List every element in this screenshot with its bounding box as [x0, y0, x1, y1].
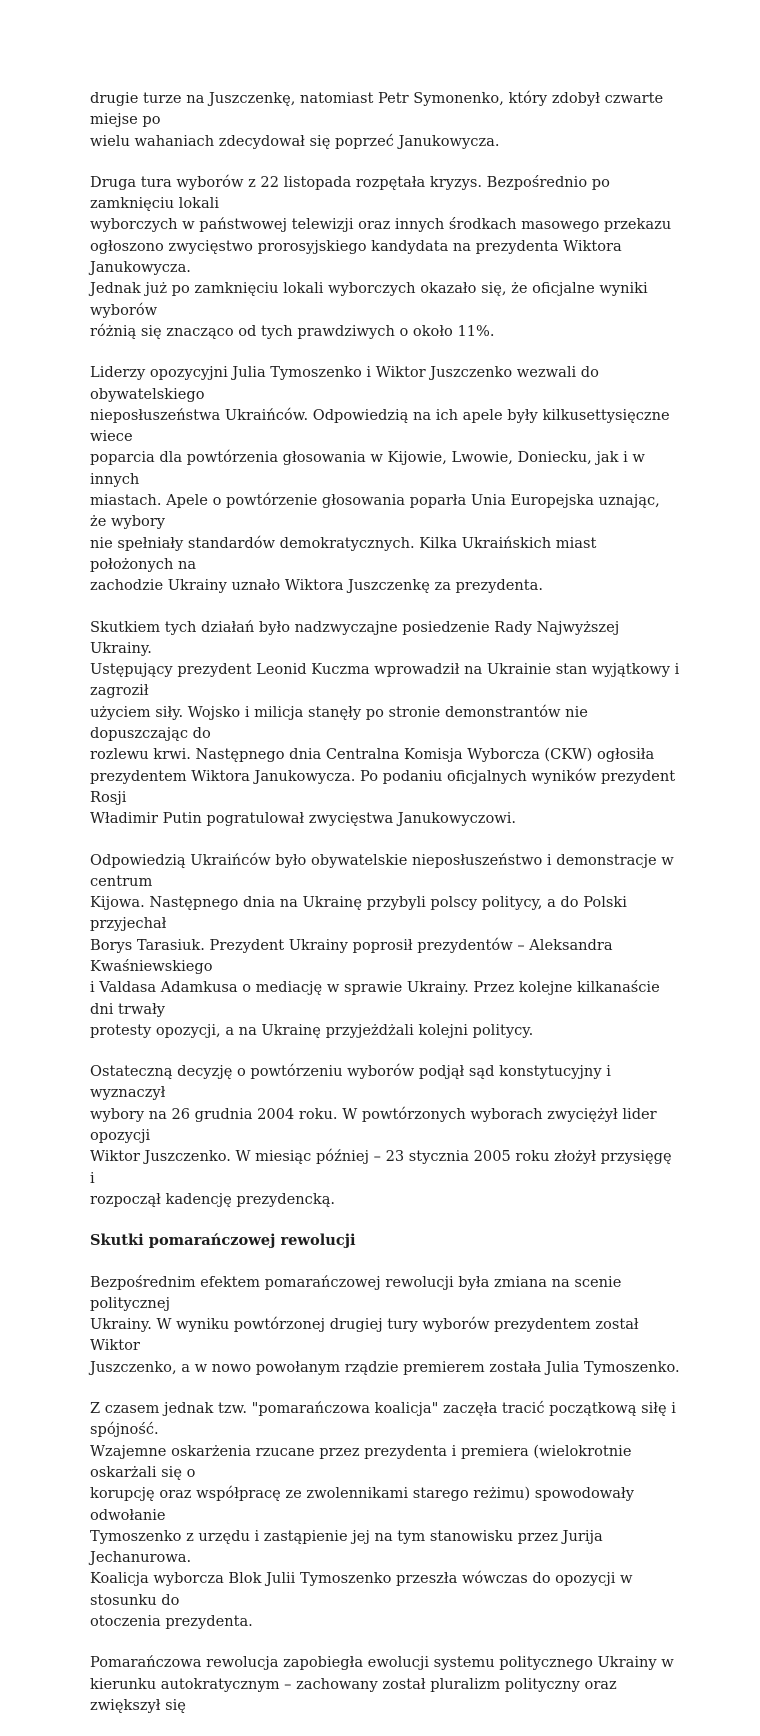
paragraph-parliament-session: Skutkiem tych działań było nadzwyczajne posiedzenie Rady Najwyższej Ukrainy. Ustępujący prezydent Leonid Kuczma wprowadził na Ukrainie stan wyjątkowy i zagroził użyciem siły. Wojsko i milicja stanęły po stronie demonstrantów nie dopuszczając do rozlewu krwi. Następnego dnia Centralna Komisja Wyborcza (CKW) ogłosiła prezydentem Wiktora Janukowycza. Po podaniu oficjalnych wyników prezydent Rosji Władimir Putin pogratulował zwycięstwa Janukowyczowi.: [90, 618, 680, 828]
paragraph-coalition-decline: Z czasem jednak tzw. "pomarańczowa koalicja" zaczęła tracić początkową siłę i spójność. Wzajemne oskarżenia rzucane przez prezydenta i premiera (wielokrotnie oskarżali się o korupcję oraz współpracę ze zwolennikami starego reżimu) spowodowały odwołanie Tymoszenko z urzędu i zastąpienie jej na tym stanowisku przez Jurija Jechanurowa. Koalicja wyborcza Blok Julii Tymoszenko przeszła wówczas do opozycji w stosunku do otoczenia prezydenta.: [90, 1400, 676, 1630]
paragraph-continuation: drugie turze na Juszczenkę, natomiast Petr Symonenko, który zdobył czwarte miejse po wielu wahaniach zdecydował się poprzeć Janukowycza.: [90, 90, 664, 150]
paragraph-pluralism: Pomarańczowa rewolucja zapobiegła ewolucji systemu politycznego Ukrainy w kierunku autokratycznym – zachowany został pluralizm polityczny oraz zwiększył się: [90, 1654, 674, 1714]
section-heading: Skutki pomarańczowej rewolucji: [90, 1232, 356, 1250]
paragraph-second-round: Druga tura wyborów z 22 listopada rozpętała kryzys. Bezpośrednio po zamknięciu lokali wyborczych w państwowej telewizji oraz innych środkach masowego przekazu ogłoszono zwycięstwo prorosyjskiego kandydata na prezydenta Wiktora Janukowycza. Jednak już po zamknięciu lokali wyborczych okazało się, że oficjalne wyniki wyborów różnią się znacząco od tych prawdziwych o około 11%.: [90, 173, 672, 340]
paragraph-opposition-leaders: Liderzy opozycyjni Julia Tymoszenko i Wiktor Juszczenko wezwali do obywatelskiego nieposłuszeństwa Ukraińców. Odpowiedzią na ich apele były kilkusettysięczne wiece poparcia dla powtórzenia głosowania w Kijowie, Lwowie, Doniecku, jak i w innych miastach. Apele o powtórzenie głosowania poparła Unia Europejska uznając, że wybory nie spełniały standardów demokratycznych. Kilka Ukraińskich miast położonych na zachodzie Ukrainy uznało Wiktora Juszczenkę za prezydenta.: [90, 364, 670, 595]
document-page: [90, 88, 680, 1736]
paragraph-direct-effect: Bezpośrednim efektem pomarańczowej rewolucji była zmiana na scenie politycznej Ukrainy. W wyniku powtórzonej drugiej tury wyborów prezydentem został Wiktor Juszczenko, a w nowo powołanym rządzie premierem została Julia Tymoszenko.: [90, 1273, 680, 1376]
paragraph-civil-disobedience: Odpowiedzią Ukraińców było obywatelskie nieposłuszeństwo i demonstracje w centrum Kijowa. Następnego dnia na Ukrainę przybyli polscy politycy, a do Polski przyjechał Borys Tarasiuk. Prezydent Ukrainy poprosił prezydentów – Aleksandra Kwaśniewskiego i Valdasa Adamkusa o mediację w sprawie Ukrainy. Przez kolejne kilkanaście dni trwały protesty opozycji, a na Ukrainę przyjeżdżali kolejni politycy.: [90, 851, 674, 1039]
paragraph-final-decision: Ostateczną decyzję o powtórzeniu wyborów podjął sąd konstytucyjny i wyznaczył wybory na 26 grudnia 2004 roku. W powtórzonych wyborach zwyciężył lider opozycji Wiktor Juszczenko. W miesiąc później – 23 stycznia 2005 roku złożył przysięgę i rozpoczął kadencję prezydencką.: [90, 1063, 672, 1208]
